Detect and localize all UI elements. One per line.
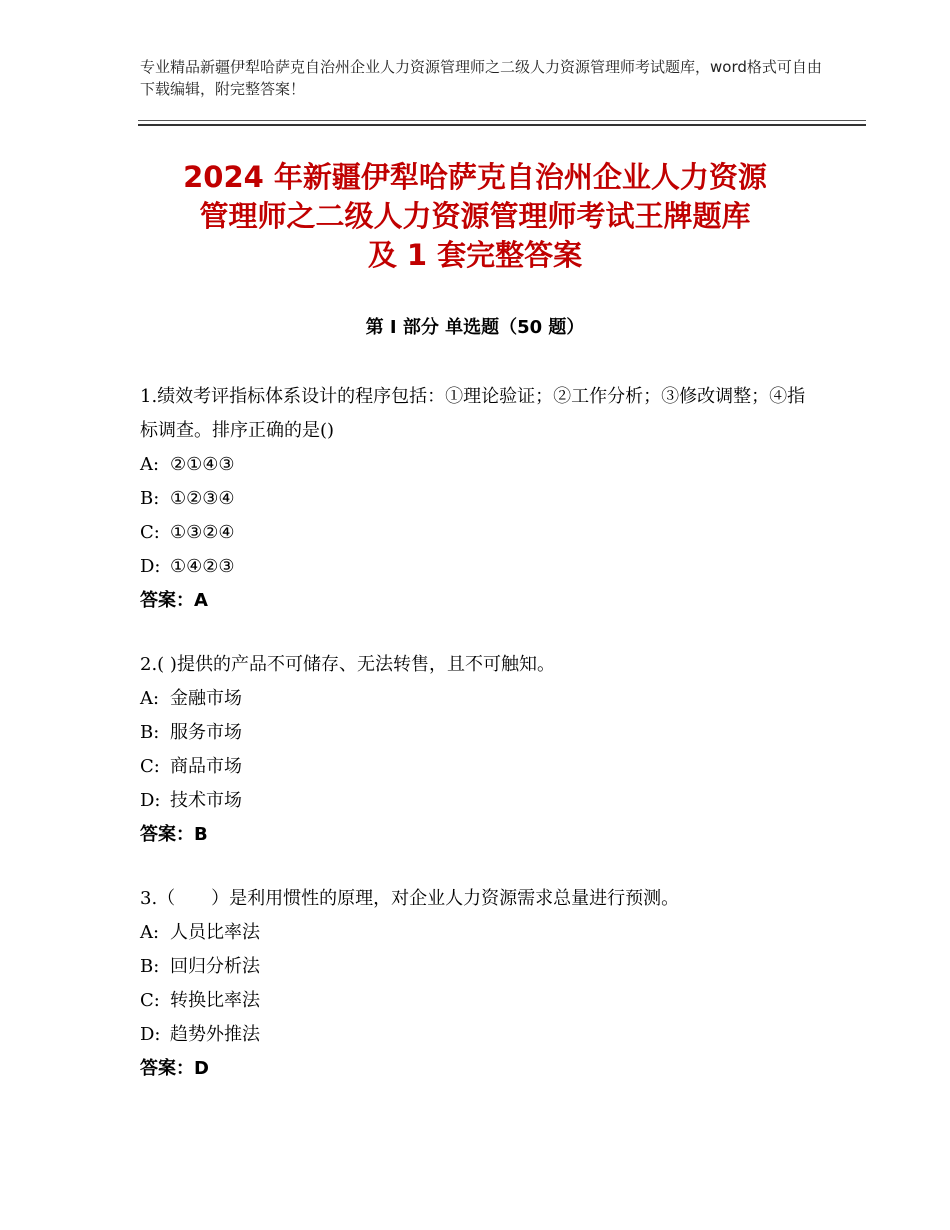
section-title: 第 I 部分 单选题（50 题） <box>365 317 585 338</box>
document-title-line: 及 1 套完整答案 <box>367 238 583 272</box>
question-option <box>140 516 820 550</box>
question-item <box>140 882 820 1086</box>
question-answer: 答案：B <box>140 824 208 845</box>
option-letter: B: <box>140 956 160 977</box>
option-text: 商品市场 <box>170 756 242 777</box>
option-text: 人员比率法 <box>170 922 260 943</box>
option-letter: A: <box>140 922 160 943</box>
question-option <box>140 916 820 950</box>
option-letter: A: <box>140 454 160 475</box>
question-option <box>140 682 820 716</box>
question-option <box>140 950 820 984</box>
header-divider-thin <box>138 120 866 121</box>
question-item <box>140 380 820 618</box>
option-letter: B: <box>140 722 160 743</box>
document-title-line: 管理师之二级人力资源管理师考试王牌题库 <box>199 199 751 233</box>
option-text: ②①④③ <box>170 454 235 475</box>
question-option <box>140 550 820 584</box>
question-stem: 1.绩效考评指标体系设计的程序包括：①理论验证；②工作分析；③修改调整；④指标调查。排序正确的是() <box>140 386 806 441</box>
option-text: 技术市场 <box>170 790 242 811</box>
question-option <box>140 750 820 784</box>
question-option <box>140 984 820 1018</box>
document-title <box>138 158 812 275</box>
option-text: 服务市场 <box>170 722 242 743</box>
option-text: ①④②③ <box>170 556 235 577</box>
option-letter: C: <box>140 522 160 543</box>
question-item <box>140 648 820 852</box>
header-note: 专业精品新疆伊犁哈萨克自治州企业人力资源管理师之二级人力资源管理师考试题库，word格式可自由下载编辑，附完整答案！ <box>140 58 822 98</box>
header-divider-thick <box>138 124 866 126</box>
question-option <box>140 482 820 516</box>
question-option <box>140 448 820 482</box>
question-list <box>140 380 820 1116</box>
question-stem: 2.( )提供的产品不可储存、无法转售，且不可触知。 <box>140 654 555 675</box>
option-text: 回归分析法 <box>170 956 260 977</box>
option-text: 趋势外推法 <box>170 1024 260 1045</box>
document-title-line: 2024 年新疆伊犁哈萨克自治州企业人力资源 <box>183 160 767 194</box>
option-letter: C: <box>140 756 160 777</box>
option-letter: D: <box>140 790 161 811</box>
option-letter: D: <box>140 556 161 577</box>
option-letter: C: <box>140 990 160 1011</box>
question-option <box>140 784 820 818</box>
option-text: 转换比率法 <box>170 990 260 1011</box>
option-text: ①②③④ <box>170 488 235 509</box>
question-option <box>140 716 820 750</box>
option-text: 金融市场 <box>170 688 242 709</box>
option-letter: A: <box>140 688 160 709</box>
option-letter: B: <box>140 488 160 509</box>
question-answer: 答案：A <box>140 590 208 611</box>
question-stem: 3.（ ）是利用惯性的原理，对企业人力资源需求总量进行预测。 <box>140 888 680 909</box>
question-option <box>140 1018 820 1052</box>
question-answer: 答案：D <box>140 1058 209 1079</box>
option-text: ①③②④ <box>170 522 235 543</box>
option-letter: D: <box>140 1024 161 1045</box>
